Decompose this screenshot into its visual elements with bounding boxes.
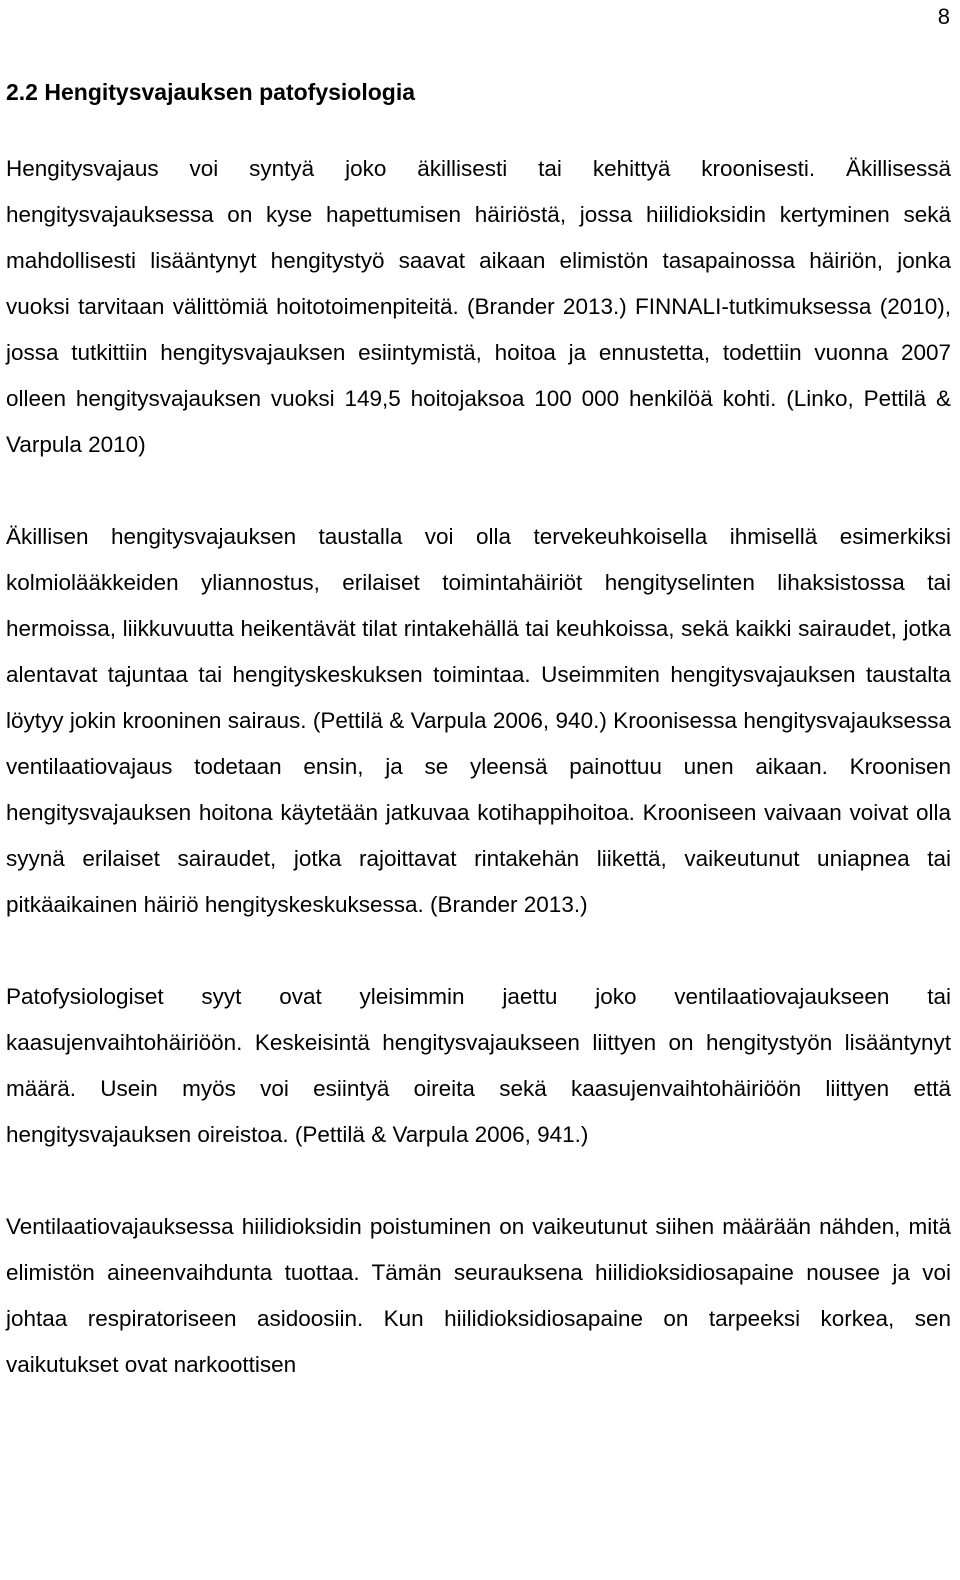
paragraph-3: Patofysiologiset syyt ovat yleisimmin jaettu joko ventilaatiovajaukseen tai kaasujenvaihtohäiriöön. Keskeisintä hengitysvajaukseen liittyen on hengitystyön lisääntynyt määrä. Usein myös voi esiintyä oireita sekä kaasujenvaihtohäiriöön liittyen että hengitysvajauksen oireistoa. (Pettilä & Varpula 2006, 941.) [6, 984, 951, 1147]
paragraph-2: Äkillisen hengitysvajauksen taustalla voi olla tervekeuhkoisella ihmisellä esimerkiksi kolmiolääkkeiden yliannostus, erilaiset toimintahäiriöt hengityselinten lihaksistossa tai hermoissa, liikkuvuutta heikentävät tilat rintakehällä tai keuhkoissa, sekä kaikki sairaudet, jotka alentavat tajuntaa tai hengityskeskuksen toimintaa. Useimmiten hengitysvajauksen taustalta löytyy jokin krooninen sairaus. (Pettilä & Varpula 2006, 940.) Kroonisessa hengitysvajauksessa ventilaatiovajaus todetaan ensin, ja se yleensä painottuu unen aikaan. Kroonisen hengitysvajauksen hoitona käytetään jatkuvaa kotihappihoitoa. Krooniseen vaivaan voivat olla syynä erilaiset sairaudet, jotka rajoittavat rintakehän liikettä, vaikeutunut uniapnea tai pitkäaikainen häiriö hengityskeskuksessa. (Brander 2013.) [6, 524, 951, 917]
paragraph-4: Ventilaatiovajauksessa hiilidioksidin poistuminen on vaikeutunut siihen määrään nähden, mitä elimistön aineenvaihdunta tuottaa. Tämän seurauksena hiilidioksidiosapaine nousee ja voi johtaa respiratoriseen asidoosiin. Kun hiilidioksidiosapaine on tarpeeksi korkea, sen vaikutukset ovat narkoottisen [6, 1214, 951, 1377]
document-body [6, 146, 951, 1388]
section-heading: 2.2 Hengitysvajauksen patofysiologia [6, 79, 416, 105]
page-number: 8 [937, 4, 950, 29]
paragraph-1: Hengitysvajaus voi syntyä joko äkillisesti tai kehittyä kroonisesti. Äkillisessä hengitysvajauksessa on kyse hapettumisen häiriöstä, jossa hiilidioksidin kertyminen sekä mahdollisesti lisääntynyt hengitystyö saavat aikaan elimistön tasapainossa häiriön, jonka vuoksi tarvitaan välittömiä hoitotoimenpiteitä. (Brander 2013.) FINNALI-tutkimuksessa (2010), jossa tutkittiin hengitysvajauksen esiintymistä, hoitoa ja ennustetta, todettiin vuonna 2007 olleen hengitysvajauksen vuoksi 149,5 hoitojaksoa 100 000 henkilöä kohti. (Linko, Pettilä & Varpula 2010) [6, 156, 951, 457]
